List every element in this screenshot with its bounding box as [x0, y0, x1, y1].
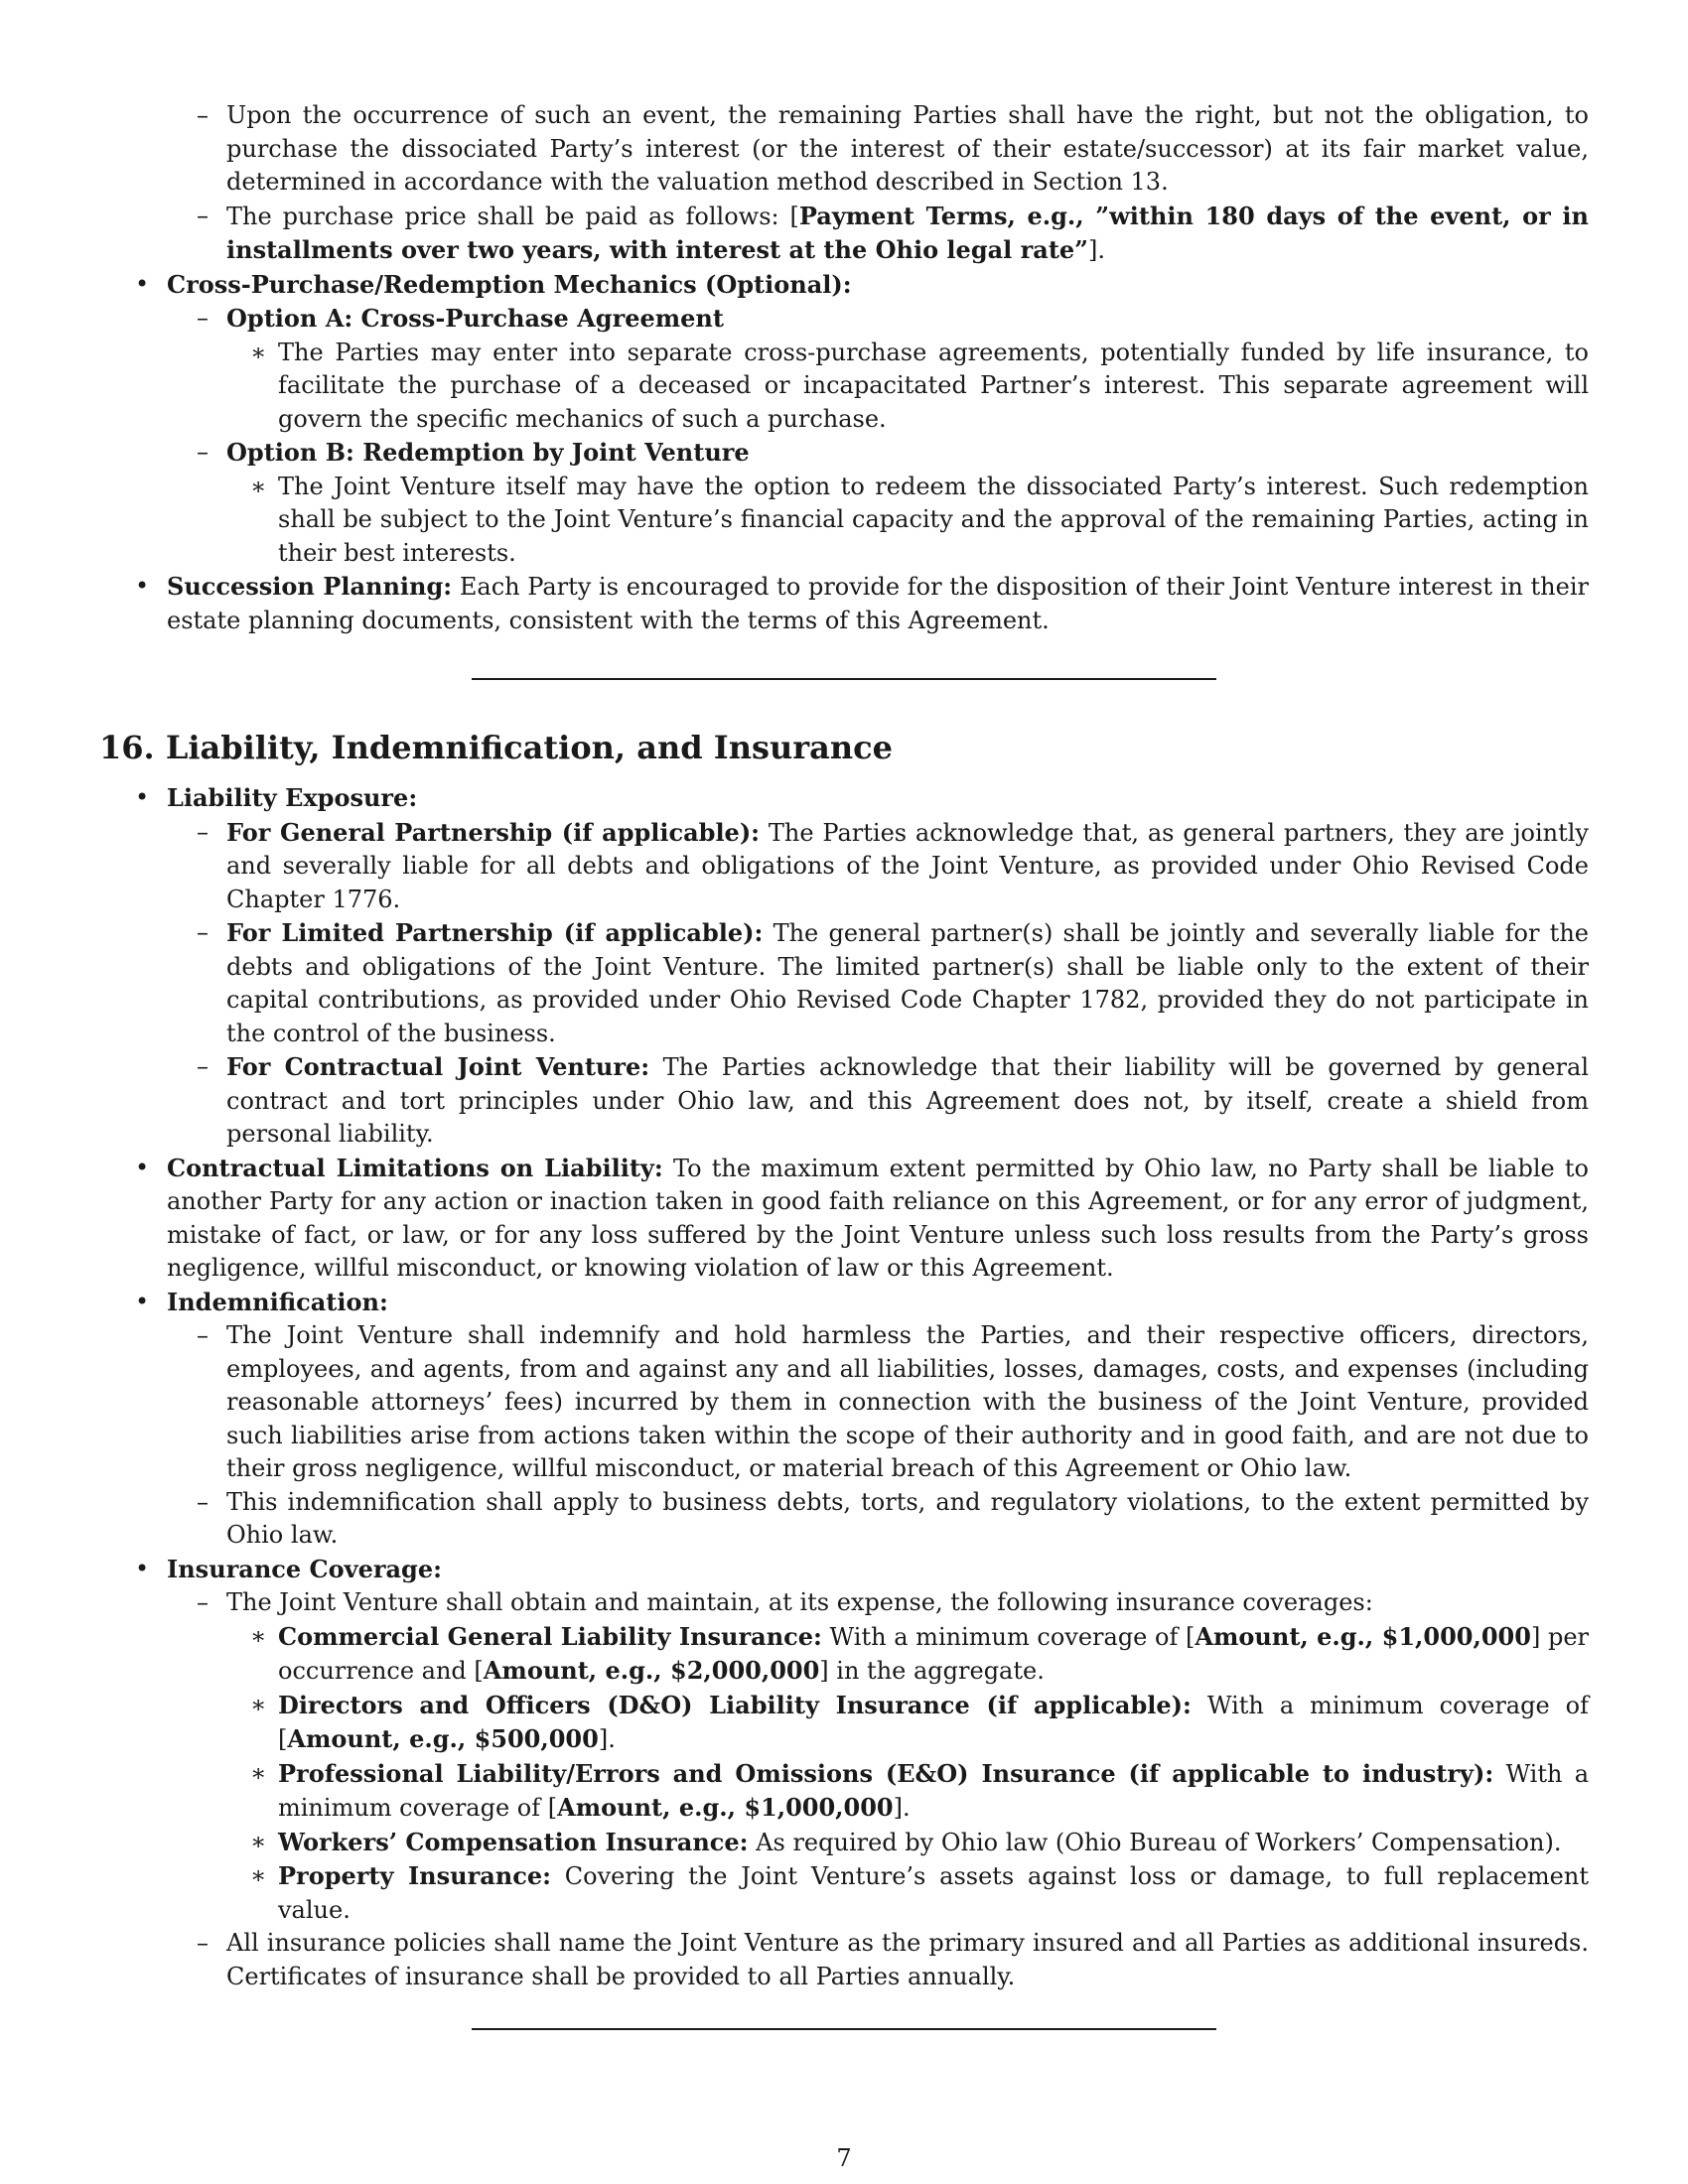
list-item: ∗ Commercial General Liability Insurance: With a minimum coverage of [Amount, e.g., $1,000,000] per occurrence and [Amount, e.g., $2,000,000] in the aggregate.: [250, 1621, 1589, 1685]
list-item: – The purchase price shall be paid as follows: [Payment Terms, e.g., ”within 180 days of the event, or in installments over two years, with interest at the Ohio legal rate”].: [197, 201, 1589, 264]
asterisk-marker: ∗: [250, 338, 267, 366]
dash-marker: –: [197, 1321, 209, 1349]
list-item: – For Limited Partnership (if applicable): The general partner(s) shall be jointly and severally liable for the debts and obligations of the Joint Venture. The limited partner(s) shall be liable only to the extent of their capital contributions, as provided under Ohio Revised Code Chapter 1782, provided they do not participate in the control of the business.: [197, 918, 1589, 1047]
list-item: ∗ The Joint Venture itself may have the option to redeem the dissociated Party’s interest. Such redemption shall be subject to the Joint Venture’s financial capacity and the approval of the remaining Parties, acting in their best interests.: [250, 472, 1589, 567]
list-item: [99, 436, 1589, 471]
list-item: ∗ Workers’ Compensation Insurance: As required by Ohio law (Ohio Bureau of Workers’ Compensation).: [99, 1826, 1589, 1860]
list-item: [99, 268, 1589, 303]
asterisk-marker: ∗: [250, 1827, 267, 1855]
bullet-marker: •: [135, 572, 150, 600]
dash-marker: –: [197, 1929, 209, 1957]
horizontal-rule: [472, 2028, 1216, 2030]
bullet-marker: •: [135, 1153, 150, 1181]
list-item: [99, 302, 1589, 337]
asterisk-marker: ∗: [250, 1861, 267, 1889]
list-item: ∗ Directors and Officers (D&O) Liability Insurance (if applicable): With a minimum coverage of [Amount, e.g., $500,000].: [250, 1690, 1589, 1753]
page-number: 7: [836, 2144, 852, 2172]
list-item: ∗ The Parties may enter into separate cross-purchase agreements, potentially funded by life insurance, to facilitate the purchase of a deceased or incapacitated Partner’s interest. This separate agreement will govern the specific mechanics of such a purchase.: [250, 338, 1589, 433]
bullet-marker: •: [135, 269, 150, 298]
document-page: [99, 99, 1589, 2030]
list-item: • Succession Planning: Each Party is encouraged to provide for the disposition of their Joint Venture interest in their estate planning documents, consistent with the terms of this Agreement.: [135, 572, 1589, 634]
paragraph-text: Upon the occurrence of such an event, the remaining Parties shall have the right, but not the obligation, to purchase the dissociated Party’s interest (or the interest of their estate/successor) at its fair market value, determined in accordance with the valuation method described in Section 13.: [226, 101, 1589, 196]
dash-marker: –: [197, 304, 209, 332]
item-heading: Option A: Cross-Purchase Agreement: [226, 304, 724, 333]
list-item: • Liability Exposure:: [99, 781, 1589, 816]
asterisk-marker: ∗: [250, 1690, 267, 1718]
dash-marker: –: [197, 201, 209, 229]
item-heading: Option B: Redemption by Joint Venture: [226, 438, 750, 467]
asterisk-marker: ∗: [250, 1758, 267, 1787]
dash-marker: –: [197, 438, 209, 466]
bullet-marker: •: [135, 1554, 150, 1582]
placeholder-payment-terms: Payment Terms, e.g., ”within 180 days of the event, or in installments over two years, with interest at the Ohio legal rate”: [226, 201, 1589, 264]
bullet-marker: •: [135, 1287, 150, 1315]
item-heading: Cross-Purchase/Redemption Mechanics (Optional):: [167, 269, 852, 299]
list-item: – The Joint Venture shall indemnify and hold harmless the Parties, and their respective officers, directors, employees, and agents, from and against any and all liabilities, losses, damages, costs, and expenses (including reasonable attorneys’ fees) incurred by them in connection with the business of the Joint Venture, provided such liabilities arise from actions taken within the scope of their authority and in good faith, and are not due to their gross negligence, willful misconduct, or material breach of this Agreement or Ohio law.: [197, 1321, 1589, 1482]
asterisk-marker: ∗: [250, 472, 267, 500]
dash-marker: –: [197, 101, 209, 129]
list-item: • Indemnification:: [99, 1286, 1589, 1320]
list-item: [99, 99, 1589, 200]
bullet-marker: •: [135, 783, 150, 811]
section-title: 16. Liability, Indemnification, and Insurance: [99, 729, 893, 766]
list-item: • Insurance Coverage:: [99, 1553, 1589, 1587]
list-item: ∗ Professional Liability/Errors and Omissions (E&O) Insurance (if applicable to industry): With a minimum coverage of [Amount, e.g., $1,000,000].: [250, 1758, 1589, 1822]
list-item: • Contractual Limitations on Liability: To the maximum extent permitted by Ohio law, no Party shall be liable to another Party for any action or inaction taken in good faith reliance on this Agreement, or for any error of judgment, mistake of fact, or law, or for any loss suffered by the Joint Venture unless such loss results from the Party’s gross negligence, willful misconduct, or knowing violation of law or this Agreement.: [135, 1153, 1590, 1282]
dash-marker: –: [197, 1052, 209, 1080]
dash-marker: –: [197, 918, 209, 946]
dash-marker: –: [197, 1588, 209, 1616]
list-item: – For General Partnership (if applicable): The Parties acknowledge that, as general partners, they are jointly and severally liable for all debts and obligations of the Joint Venture, as provided under Ohio Revised Code Chapter 1776.: [197, 817, 1589, 913]
list-item: – For Contractual Joint Venture: The Parties acknowledge that their liability will be governed by general contract and tort principles under Ohio law, and this Agreement does not, by itself, create a shield from personal liability.: [197, 1052, 1589, 1148]
list-item: – The Joint Venture shall obtain and maintain, at its expense, the following insurance coverages:: [99, 1586, 1589, 1620]
list-item: – All insurance policies shall name the Joint Venture as the primary insured and all Parties as additional insureds. Certificates of insurance shall be provided to all Parties annually.: [197, 1929, 1589, 1990]
horizontal-rule: [472, 678, 1216, 680]
list-item: – This indemnification shall apply to business debts, torts, and regulatory violations, to the extent permitted by Ohio law.: [197, 1487, 1589, 1549]
asterisk-marker: ∗: [250, 1621, 267, 1650]
dash-marker: –: [197, 817, 209, 846]
list-item: ∗ Property Insurance: Covering the Joint Venture’s assets against loss or damage, to full replacement value.: [250, 1861, 1589, 1924]
dash-marker: –: [197, 1487, 209, 1516]
